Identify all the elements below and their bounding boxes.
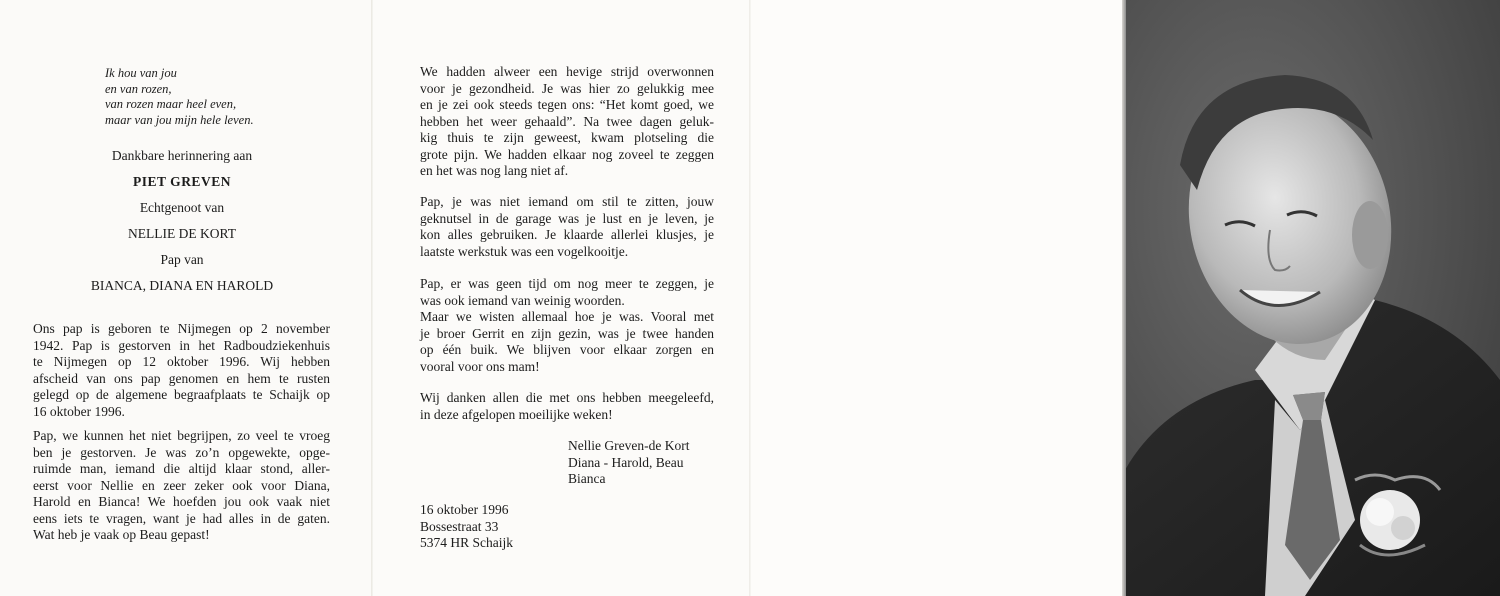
text-line: te Nijmegen op 12 oktober 1996. Wij hebben — [33, 354, 330, 369]
deceased-name: PIET GREVEN — [133, 174, 231, 189]
text-line: eens iets te vragen, want je had alles in de gaten. — [33, 510, 330, 526]
father-label: Pap van — [160, 252, 204, 267]
text-line: Ons pap is geboren te Nijmegen op 2 november — [33, 321, 330, 336]
signer-line: Nellie Greven-de Kort — [568, 438, 690, 453]
text-line: kon alles gebruiken. Je klaarde allerlei klusjes, je — [420, 227, 714, 242]
poem-line: en van rozen, — [105, 81, 172, 96]
photo-edge — [1122, 0, 1126, 596]
poem-line: maar van jou mijn hele leven. — [105, 112, 254, 127]
remembrance-paragraph — [33, 428, 330, 544]
text-line: Wij danken allen die met ons hebben meegeleefd, — [420, 390, 714, 405]
signer-line: Bianca — [568, 471, 606, 486]
text-line: in deze afgelopen moeilijke weken! — [420, 406, 613, 422]
text-line: vooral voor ons mam! — [420, 358, 540, 374]
text-line: en je zei ook steeds tegen ons: “Het komt goed, we — [420, 97, 714, 112]
date-line: 16 oktober 1996 — [420, 502, 509, 517]
poem-line: van rozen maar heel even, — [105, 97, 237, 111]
text-line: 1942. Pap is gestorven in het Radboudziekenhuis — [33, 337, 330, 353]
family-paragraph — [420, 276, 714, 375]
portrait-photo-panel — [1125, 0, 1500, 596]
text-line: voor je gezondheid. Je was hier zo gelukkig mee — [420, 80, 714, 96]
fold-line — [749, 0, 751, 596]
text-line: 16 oktober 1996. — [33, 403, 125, 419]
text-line: Pap, je was niet iemand om stil te zitten, jouw — [420, 194, 714, 209]
spouse-label: Echtgenoot van — [139, 200, 225, 215]
text-line: was ook iemand van weinig woorden. — [420, 292, 625, 308]
city-line: 5374 HR Schaijk — [420, 535, 513, 550]
fold-line — [371, 0, 373, 596]
signers-block — [568, 438, 689, 488]
text-line: ben je gestorven. Je was zo’n opgewekte, opge- — [33, 444, 330, 460]
spouse-name: NELLIE DE KORT — [128, 226, 236, 241]
text-line: op één buik. We blijven voor elkaar zorgen en — [420, 342, 714, 357]
signer-line: Diana - Harold, Beau — [568, 454, 684, 470]
text-line: geknutsel in de garage was je lust en je leven, je — [420, 210, 714, 226]
dedication-text: Dankbare herinnering aan — [111, 148, 253, 163]
text-line: ruimde man, iemand die altijd klaar stond, aller- — [33, 461, 330, 476]
poem-line: Ik hou van jou — [105, 66, 177, 80]
thanks-paragraph — [420, 390, 714, 423]
address-block — [420, 502, 513, 552]
text-line: Wat heb je vaak op Beau gepast! — [33, 527, 210, 542]
text-line: hebben het weer gehaald”. Na twee dagen geluk- — [420, 113, 714, 129]
street-line: Bossestraat 33 — [420, 518, 499, 534]
text-line: Maar we wisten allemaal hoe je was. Vooral met — [420, 309, 714, 324]
text-line: kig thuis te zijn geweest, kwam plotseling die — [420, 130, 714, 145]
biography-paragraph — [33, 321, 330, 420]
memorial-heading — [33, 148, 331, 304]
blank-panel — [750, 0, 1125, 596]
portrait-photo — [1125, 0, 1500, 596]
children-names: BIANCA, DIANA EN HAROLD — [90, 278, 274, 293]
hobby-paragraph — [420, 194, 714, 260]
text-line: We hadden alweer een hevige strijd overwonnen — [420, 64, 714, 79]
text-line: Pap, we kunnen het niet begrijpen, zo veel te vroeg — [33, 428, 330, 443]
text-line: afscheid van ons pap genomen en hem te rusten — [33, 370, 330, 386]
text-line: en het was nog lang niet af. — [420, 163, 569, 178]
text-line: grote pijn. We hadden elkaar nog zoveel te zeggen — [420, 146, 714, 162]
poem — [105, 66, 254, 128]
text-line: eerst voor Nellie en zeer zeker ook voor Diana, — [33, 477, 330, 493]
text-line: gelegd op de algemene begraafplaats te Schaijk op — [33, 387, 330, 402]
text-line: je broer Gerrit en zijn gezin, was je twee handen — [420, 325, 714, 341]
text-line: laatste werkstuk was een vogelkooitje. — [420, 243, 629, 259]
text-line: Pap, er was geen tijd om nog meer te zeggen, je — [420, 276, 714, 291]
text-line: Harold en Bianca! We hoefden jou ook vaak niet — [33, 494, 330, 509]
health-paragraph — [420, 64, 714, 180]
